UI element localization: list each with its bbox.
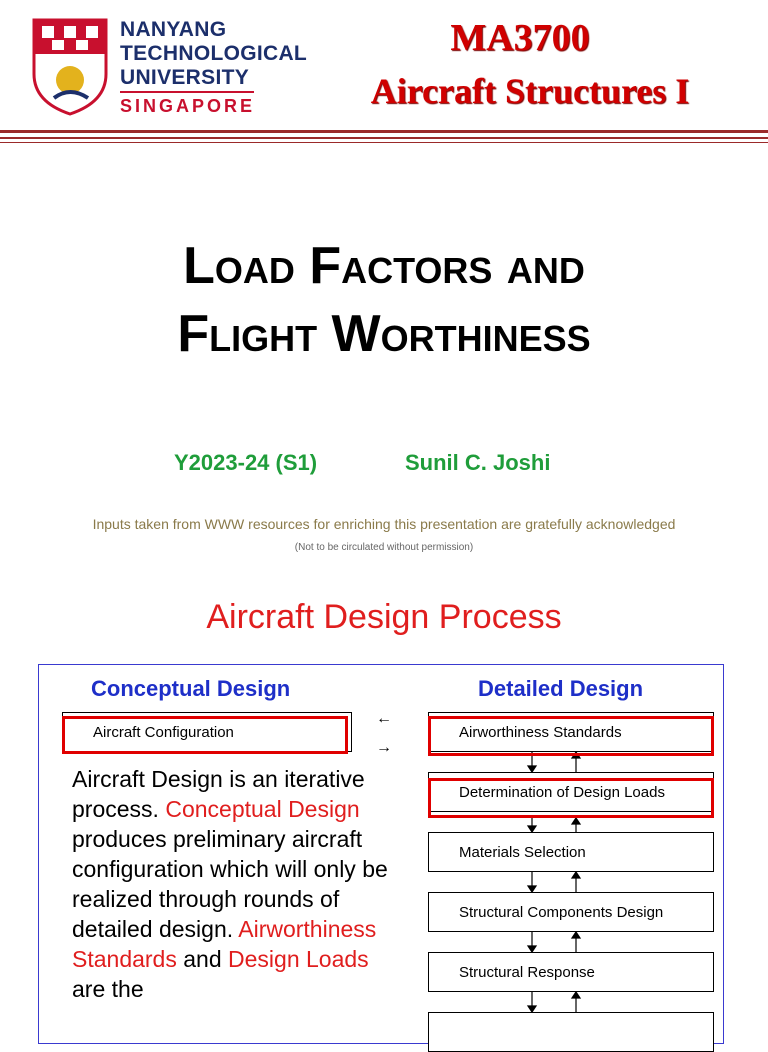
description-highlight: Airworthiness Standards bbox=[72, 916, 377, 972]
description-highlight: Design Loads bbox=[228, 946, 369, 972]
description-part: are the bbox=[72, 976, 144, 1002]
arrow-right-icon: → bbox=[376, 739, 392, 756]
institution-country: SINGAPORE bbox=[120, 96, 256, 116]
design-process-description bbox=[72, 764, 402, 1004]
circulation-note: (Not to be circulated without permission) bbox=[294, 542, 474, 553]
slide-title-line-1: Load Factors and bbox=[183, 237, 585, 295]
institution-divider bbox=[120, 91, 254, 93]
arrow-left-icon: ← bbox=[376, 710, 392, 727]
conceptual-design-heading: Conceptual Design bbox=[91, 676, 291, 701]
description-part: Aircraft Design is an iterative process. bbox=[72, 766, 365, 822]
header-rule bbox=[0, 142, 768, 143]
materials-selection-box: Materials Selection bbox=[428, 832, 714, 872]
airworthiness-standards-box: Airworthiness Standards bbox=[428, 712, 714, 752]
institution-name-line-2: TECHNOLOGICAL bbox=[120, 42, 308, 65]
design-loads-box: Determination of Design Loads bbox=[428, 772, 714, 812]
academic-term: Y2023-24 (S1) bbox=[174, 450, 318, 475]
course-code: MA3700 bbox=[450, 17, 590, 59]
detailed-design-heading: Detailed Design bbox=[478, 676, 644, 701]
aircraft-configuration-box: Aircraft Configuration bbox=[62, 712, 352, 752]
highlight-outline bbox=[428, 778, 714, 818]
section-heading: Aircraft Design Process bbox=[206, 598, 562, 636]
header-rule bbox=[0, 130, 768, 133]
course-name: Aircraft Structures I bbox=[370, 71, 690, 111]
highlight-outline bbox=[62, 716, 348, 754]
institution-name-line-1: NANYANG bbox=[120, 18, 227, 41]
institution-name-line-3: UNIVERSITY bbox=[120, 66, 250, 89]
ntu-crest-logo bbox=[30, 16, 110, 116]
header-rule bbox=[0, 137, 768, 139]
description-highlight: Conceptual Design bbox=[165, 796, 360, 822]
description-part: produces preliminary aircraft configuration which will only be realized through rounds of detailed design. bbox=[72, 826, 388, 942]
description-part: and bbox=[183, 946, 222, 972]
highlight-outline bbox=[428, 716, 714, 756]
acknowledgement-text: Inputs taken from WWW resources for enriching this presentation are gratefully acknowledged bbox=[92, 516, 676, 532]
next-step-box bbox=[428, 1012, 714, 1052]
slide-title-line-2: Flight Worthiness bbox=[177, 305, 591, 363]
structural-components-design-box: Structural Components Design bbox=[428, 892, 714, 932]
structural-response-box: Structural Response bbox=[428, 952, 714, 992]
author-name: Sunil C. Joshi bbox=[405, 450, 551, 475]
